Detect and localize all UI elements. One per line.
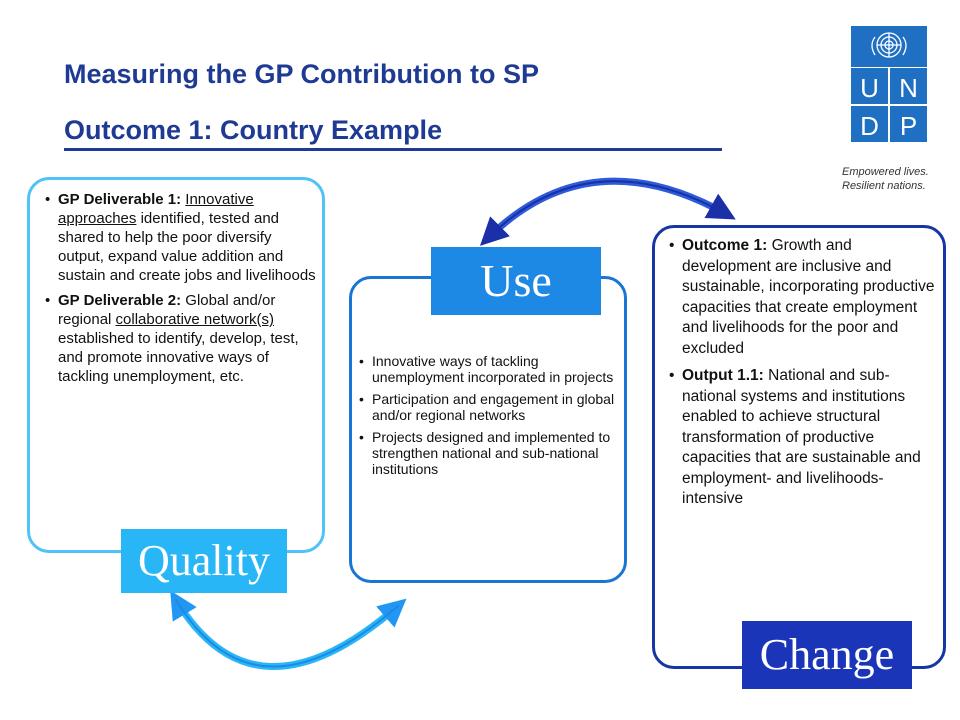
quality-item-2	[58, 291, 320, 386]
use-item-2: • Participation and engagement in global and/or regional networks	[372, 391, 622, 423]
logo-letter-u: U	[860, 73, 879, 103]
change-item-2-rest: National and sub-national systems and institutions enabled to achieve structural transformation of productive capacities that are sustainable and employment- and livelihoods- intensive	[682, 367, 921, 507]
change-item-1	[682, 236, 942, 359]
quality-item-1-underline: Innovative approaches	[58, 191, 254, 227]
quality-use-arrow	[176, 600, 398, 667]
quality-tag: Quality	[121, 529, 287, 593]
quality-item-1-rest: identified, tested and shared to help the poor diversify output, expand value addition and sustain and create jobs and livelihoods	[58, 210, 316, 284]
logo-tagline-2: Resilient nations.	[842, 180, 926, 192]
page-title-line-1: Measuring the GP Contribution to SP	[64, 59, 540, 89]
quality-item-2-underline: collaborative network(s)	[115, 311, 274, 328]
change-list	[682, 236, 942, 517]
use-tag: Use	[431, 247, 601, 315]
change-item-1-bold: Outcome 1:	[682, 237, 768, 254]
logo-letter-d: D	[860, 111, 879, 141]
quality-list	[58, 190, 320, 392]
double-headed-curved-arrow-icon	[176, 600, 398, 667]
quality-item-1	[58, 190, 320, 285]
quality-item-2-bold: GP Deliverable 2:	[58, 292, 182, 309]
logo-letter-p: P	[899, 111, 918, 141]
change-item-2	[682, 366, 942, 510]
quality-item-2-pre: Global and/or regional	[58, 292, 276, 328]
quality-item-2-rest: established to identify, develop, test, and promote innovative ways of tackling unemployment, etc.	[58, 330, 299, 385]
logo-letter-n: N	[899, 73, 918, 103]
page-title-line-2: Outcome 1: Country Example	[64, 115, 443, 145]
change-tag: Change	[742, 621, 912, 689]
change-item-1-rest: Growth and development are inclusive and sustainable, incorporating productive capacities that create employment and livelihoods for the poor and excluded	[682, 237, 935, 357]
use-list	[372, 353, 622, 483]
use-item-1: • Innovative ways of tackling unemployment incorporated in projects	[372, 353, 622, 385]
quality-item-1-bold: GP Deliverable 1:	[58, 191, 182, 208]
change-item-2-bold: Output 1.1:	[682, 367, 764, 384]
use-item-3: • Projects designed and implemented to strengthen national and sub-national institutions	[372, 429, 622, 477]
logo-tagline-1: Empowered lives.	[842, 166, 929, 178]
